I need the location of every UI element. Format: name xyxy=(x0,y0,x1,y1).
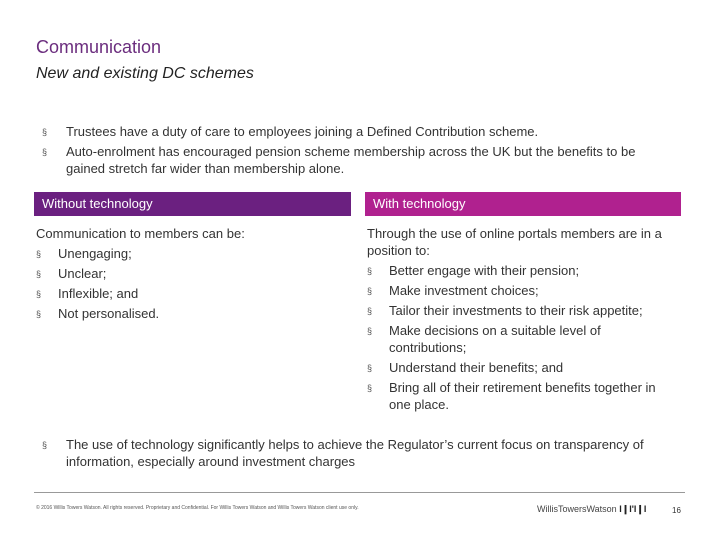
list-item xyxy=(36,123,676,140)
bullet-text: Unengaging; xyxy=(58,246,132,261)
column-lead-text: Through the use of online portals members are in a position to: xyxy=(367,226,662,258)
bullet-marker-icon: § xyxy=(367,306,373,316)
slide-title: Communication xyxy=(36,37,162,57)
bullet-text: The use of technology significantly helps to achieve the Regulator’s current focus on transparency of information, especially around investment charges xyxy=(66,437,644,469)
bullet-marker-icon: § xyxy=(42,147,48,157)
list-item xyxy=(36,436,676,470)
list-item xyxy=(367,379,679,413)
bullet-text: Not personalised. xyxy=(58,306,160,321)
slide-subtitle: New and existing DC schemes xyxy=(36,65,254,82)
bullet-text: Make investment choices; xyxy=(389,283,539,298)
bullet-text: Auto-enrolment has encouraged pension scheme membership across the UK but the benefits to be gained stretch far wider than membership alone. xyxy=(66,144,636,176)
list-item xyxy=(367,282,679,299)
list-item xyxy=(36,305,346,322)
brand-name: WillisTowersWatson xyxy=(537,504,617,514)
bullet-marker-icon: § xyxy=(42,127,48,137)
bullet-text: Inflexible; and xyxy=(58,286,139,301)
bullet-text: Tailor their investments to their risk appetite; xyxy=(389,303,643,318)
bullet-marker-icon: § xyxy=(367,286,373,296)
bullet-text: Unclear; xyxy=(58,266,107,281)
list-item xyxy=(367,262,679,279)
bullet-marker-icon: § xyxy=(36,269,42,279)
bullet-marker-icon: § xyxy=(36,289,42,299)
bullet-text: Better engage with their pension; xyxy=(389,263,580,278)
list-item xyxy=(367,302,679,319)
without-technology-header: Without technology xyxy=(34,192,351,216)
footer-copyright: © 2016 Willis Towers Watson. All rights reserved. Proprietary and Confidential. For Willis Towers Watson and Willis Towers Watson client use only. xyxy=(36,505,359,511)
with-technology-list xyxy=(367,262,679,413)
list-item xyxy=(36,143,676,177)
intro-bullet-list xyxy=(36,123,676,180)
brand-logo xyxy=(537,504,646,515)
without-technology-list xyxy=(36,245,346,322)
bullet-text: Make decisions on a suitable level of contributions; xyxy=(389,323,601,355)
list-item xyxy=(367,359,679,376)
bullet-text: Trustees have a duty of care to employees joining a Defined Contribution scheme. xyxy=(66,124,539,139)
bullet-marker-icon: § xyxy=(42,440,48,450)
list-item xyxy=(367,322,679,356)
bullet-marker-icon: § xyxy=(367,363,373,373)
brand-mark-icon: I❙I'I❙I xyxy=(619,504,647,514)
with-technology-header: With technology xyxy=(365,192,681,216)
column-lead-text: Communication to members can be: xyxy=(36,226,245,241)
with-technology-column xyxy=(367,225,679,416)
list-item xyxy=(36,265,346,282)
bullet-marker-icon: § xyxy=(36,309,42,319)
bullet-text: Bring all of their retirement benefits together in one place. xyxy=(389,380,656,412)
bullet-text: Understand their benefits; and xyxy=(389,360,564,375)
page-number: 16 xyxy=(672,506,681,515)
outro-bullet-list xyxy=(36,436,676,470)
list-item xyxy=(36,285,346,302)
bullet-marker-icon: § xyxy=(367,266,373,276)
footer-divider xyxy=(34,492,685,493)
list-item xyxy=(36,245,346,262)
bullet-marker-icon: § xyxy=(367,383,373,393)
bullet-marker-icon: § xyxy=(367,326,373,336)
without-technology-column xyxy=(36,225,346,325)
bullet-marker-icon: § xyxy=(36,249,42,259)
